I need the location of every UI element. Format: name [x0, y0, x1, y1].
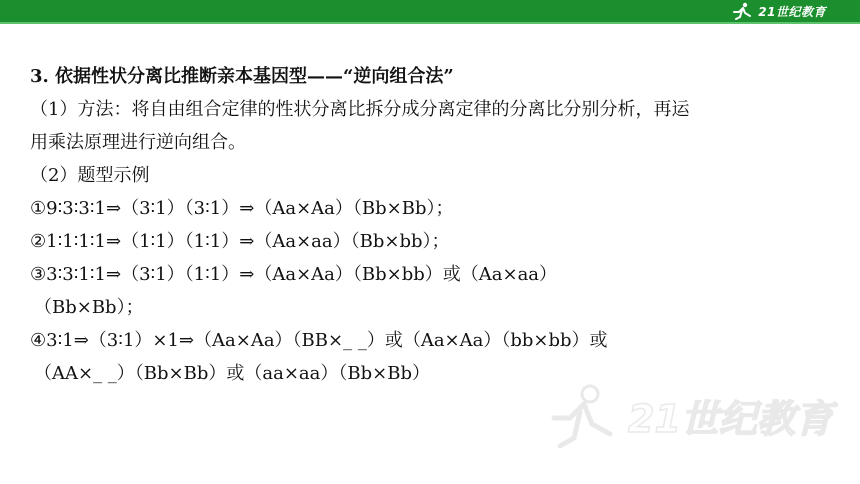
logo-text: 21世纪教育 [758, 4, 826, 19]
brand-watermark [548, 380, 838, 460]
example-4-line-1: ④3∶1⇒（3∶1）×1⇒（Aa×Aa）（BB×_ _）或（Aa×Aa）（bb×bb）或 [30, 330, 608, 351]
section-title: 3. 依据性状分离比推断亲本基因型——“逆向组合法” [30, 66, 454, 87]
example-1: ①9∶3∶3∶1⇒（3∶1）（3∶1）⇒（Aa×Aa）（Bb×Bb）； [30, 198, 454, 219]
example-3-line-2: （Bb×Bb）； [34, 297, 144, 318]
example-2: ②1∶1∶1∶1⇒（1∶1）（1∶1）⇒（Aa×aa）（Bb×bb）； [30, 231, 450, 252]
method-line-2: 用乘法原理进行逆向组合。 [30, 132, 246, 153]
example-4-line-2: （AA×_ _）（Bb×Bb）或（aa×aa）（Bb×Bb） [34, 363, 430, 384]
watermark-text: 21世纪教育 [628, 397, 833, 441]
header-accent-line [0, 22, 860, 24]
brand-logo [730, 2, 826, 20]
slide-content [30, 60, 830, 390]
example-heading: （2）题型示例 [30, 165, 150, 186]
example-3-line-1: ③3∶3∶1∶1⇒（3∶1）（1∶1）⇒（Aa×Aa）（Bb×bb）或（Aa×aa） [30, 264, 558, 285]
header-bar [0, 0, 860, 22]
method-line-1: （1）方法：将自由组合定律的性状分离比拆分成分离定律的分离比分别分析，再运 [30, 99, 690, 120]
watermark-runner-icon [554, 386, 610, 446]
runner-logo-icon [730, 2, 754, 20]
